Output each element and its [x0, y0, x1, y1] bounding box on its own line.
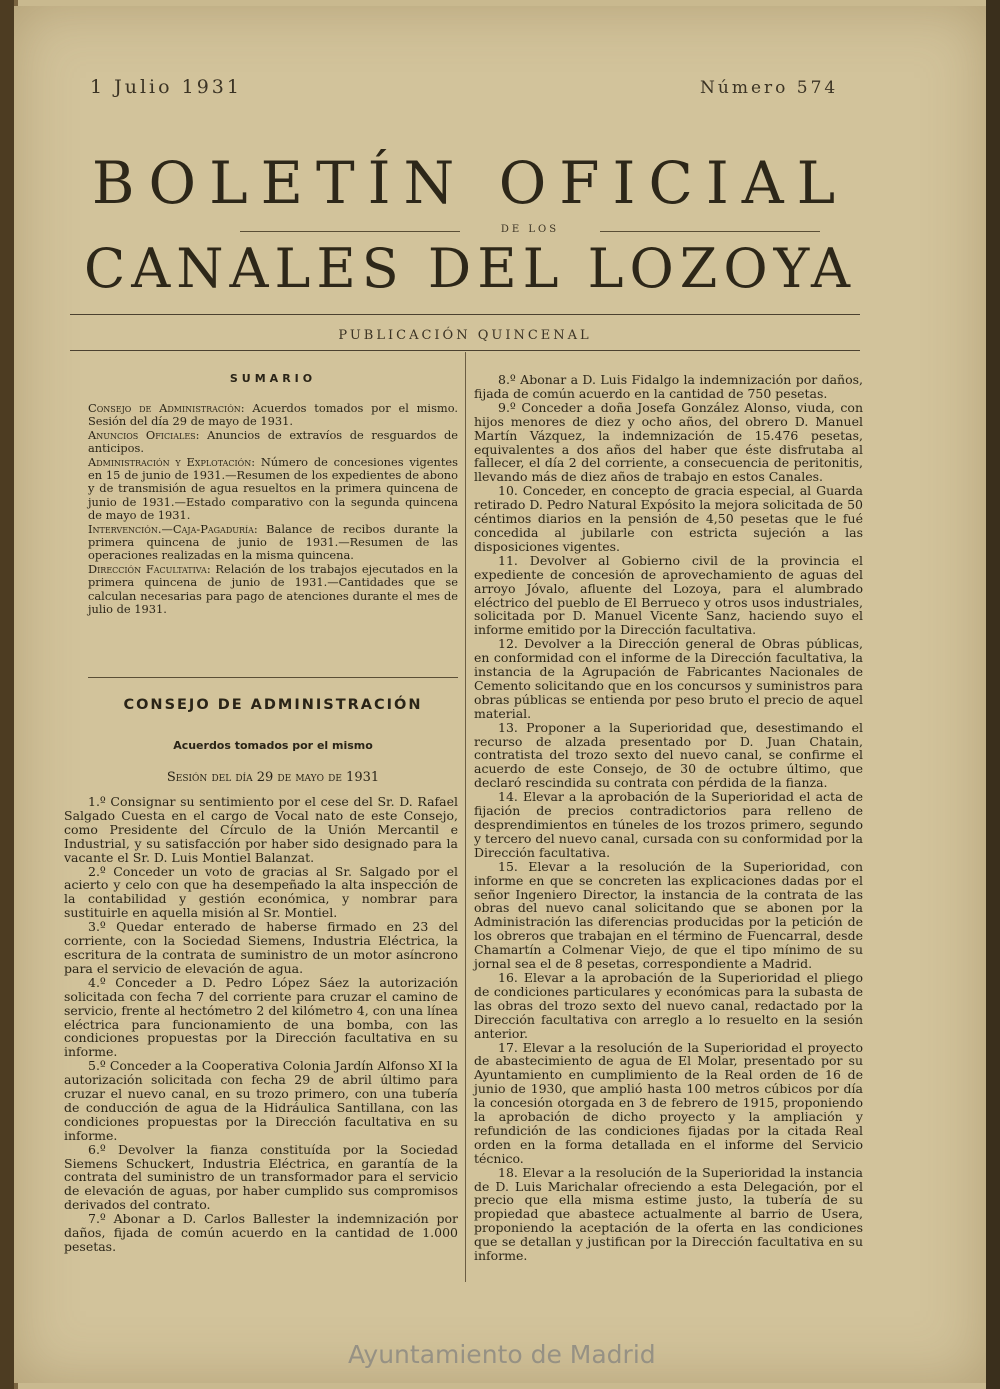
- de-los-label: DE LOS: [470, 224, 590, 235]
- sumario-item-head: Dirección Facultativa:: [88, 561, 211, 576]
- agreement-paragraph: 10. Conceder, en concepto de gracia especial, al Guarda retirado D. Pedro Natural Expósito la mejora solicitada de 50 céntimos diarios en la pensión de 4,50 pesetas que le fué concedida al jubilarle con estricta sujeción a las disposiciones vigentes.: [474, 483, 863, 554]
- agreement-paragraph: 9.º Conceder a doña Josefa González Alonso, viuda, con hijos menores de diez y ocho años, del obrero D. Manuel Martín Vázquez, la indemnización de 15.476 pesetas, equivalentes a dos años del haber que éste disfrutaba al fallecer, el día 2 del corriente, a consecuencia de peritonitis, llevando más de diez años de trabajo en estos Canales.: [474, 399, 863, 485]
- sumario-item-head: Consejo de Administración:: [88, 401, 245, 415]
- agreement-paragraph: 3.º Quedar enterado de haberse firmado en 23 del corriente, con la Sociedad Siemens, Industria Eléctrica, la escritura de la contrata de suministro de un motor asíncrono para el servicio de elevación de agua.: [64, 919, 458, 976]
- binding-edge: [0, 0, 14, 1389]
- section-subtitle: Acuerdos tomados por el mismo: [173, 739, 373, 752]
- agreement-paragraph: 1.º Consignar su sentimiento por el cese del Sr. D. Rafael Salgado Cuesta en el cargo de Vocal nato de este Consejo, como Presidente del Círculo de la Unión Mercantil e Industrial, y su satisfacción por haber sido designado para la vacante el Sr. D. Luis Montiel Balanzat.: [64, 794, 458, 865]
- watermark: Ayuntamiento de Madrid: [348, 1340, 656, 1369]
- connector-rule-left: [240, 231, 460, 232]
- sumario-item-text: Anuncios de extravíos de resguardos de anticipos.: [88, 427, 458, 456]
- sumario-item-text: Acuerdos tomados por el mismo. Sesión del día 29 de mayo de 1931.: [88, 401, 458, 429]
- connector-rule-right: [600, 231, 820, 232]
- agreement-paragraph: 5.º Conceder a la Cooperativa Colonia Jardín Alfonso XI la autorización solicitada con fecha 29 de abril último para cruzar el nuevo canal, en su trozo primero, con una tubería de conducción de agua de la Hidráulica Santillana, con las condiciones propuestas por la Dirección facultativa en su informe.: [64, 1058, 458, 1143]
- right-column-body: [474, 373, 863, 1263]
- agreement-paragraph: 18. Elevar a la resolución de la Superioridad la instancia de D. Luis Marichalar ofreciendo a esta Delegación, por el precio que ella misma estime justo, la tubería de su propiedad que abastece actualmente al barrio de Usera, proponiendo la aceptación de la oferta en las condiciones que se detallan y justifican por la Dirección facultativa en su informe.: [474, 1164, 863, 1264]
- publication-frequency: PUBLICACIÓN QUINCENAL: [338, 328, 592, 343]
- sumario-item-text: Número de concesiones vigentes en 15 de junio de 1931.—Resumen de los expedientes de abono y de transmisión de agua resueltos en la primera quincena de junio de 1931.—Estado comparativo con la segunda quincena de mayo de 1931.: [88, 454, 458, 523]
- agreement-paragraph: 12. Devolver a la Dirección general de Obras públicas, en conformidad con el informe de la Dirección facultativa, la instancia de la Agrupación de Fabricantes Nacionales de Cemento solicitando que en los concursos y suministros para obras públicas se entienda por peso bruto el precio de aquel material.: [474, 636, 863, 721]
- section-title-consejo: CONSEJO DE ADMINISTRACIÓN: [123, 697, 423, 713]
- sumario-item: [88, 456, 458, 523]
- agreement-paragraph: 17. Elevar a la resolución de la Superioridad el proyecto de abastecimiento de agua de El Molar, presentado por su Ayuntamiento en cumplimiento de la Real orden de 16 de junio de 1930, que amplió hasta 100 metros cúbicos por día la concesión otorgada en 3 de febrero de 1915, proponiendo la aprobación de dicho proyecto y la ampliación y refundición de las condiciones fijadas por la citada Real orden en la forma detallada en el informe del Servicio técnico.: [474, 1039, 863, 1166]
- issue-date: 1 Julio 1931: [90, 76, 242, 98]
- sumario-title: SUMARIO: [229, 372, 317, 385]
- agreement-paragraph: 6.º Devolver la fianza constituída por la Sociedad Siemens Schuckert, Industria Eléctrica, en garantía de la contrata del suministro de un transformador para el servicio de elevación de aguas, por haber cumplido sus compromisos derivados del contrato.: [64, 1141, 458, 1213]
- sumario-item-text: Balance de recibos durante la primera quincena de junio de 1931.—Resumen de las operaciones realizadas en la misma quincena.: [88, 521, 458, 563]
- sumario-item-text: Relación de los trabajos ejecutados en la primera quincena de junio de 1931.—Cantidades que se calculan necesarias para pago de atenciones durante el mes de julio de 1931.: [88, 561, 458, 617]
- sumario-item: [88, 523, 458, 563]
- header-rule-bottom: [70, 350, 860, 351]
- left-column-body: [64, 795, 458, 1254]
- agreement-paragraph: 16. Elevar a la aprobación de la Superioridad el pliego de condiciones particulares y económicas para la subasta de las obras del trozo sexto del nuevo canal, redactado por la Dirección facultativa con arreglo a lo resuelto en la sesión anterior.: [474, 969, 863, 1041]
- agreement-paragraph: 4.º Conceder a D. Pedro López Sáez la autorización solicitada con fecha 7 del corriente para cruzar el camino de servicio, frente al hectómetro 2 del kilómetro 4, con una línea eléctrica para funcionamiento de una bomba, con las condiciones propuestas por la Dirección facultativa en su informe.: [64, 974, 458, 1060]
- agreement-paragraph: 2.º Conceder un voto de gracias al Sr. Salgado por el acierto y celo con que ha desempeñado la alta inspección de la contabilidad y gestión económica, y nombrar para sustituirle en aquella misión al Sr. Montiel.: [64, 863, 458, 921]
- sumario-list: [88, 402, 458, 617]
- session-heading: Sesión del día 29 de mayo de 1931: [166, 770, 380, 785]
- header-rule-top: [70, 314, 860, 315]
- sumario-item: [88, 563, 458, 617]
- agreement-paragraph: 14. Elevar a la aprobación de la Superioridad el acta de fijación de precios contradictorios para relleno de desprendimientos en túneles de los trozos primero, segundo y tercero del nuevo canal, cursada con su conformidad por la Dirección facultativa.: [474, 789, 863, 860]
- section-separator: [88, 677, 458, 678]
- sumario-item: [88, 429, 458, 456]
- agreement-paragraph: 11. Devolver al Gobierno civil de la provincia el expediente de concesión de aprovechamiento de aguas del arroyo Jóvalo, afluente del Lozoya, para el alumbrado eléctrico del pueblo de El Berrueco y otros usos industriales, solicitada por D. Manuel Vicente Sanz, haciendo suyo el informe emitido por la Dirección facultativa.: [474, 552, 863, 638]
- sumario-item-head: Intervención.—Caja-Pagaduría:: [88, 521, 258, 536]
- agreement-paragraph: 8.º Abonar a D. Luis Fidalgo la indemnización por daños, fijada de común acuerdo en la cantidad de 750 pesetas.: [474, 372, 863, 401]
- sumario-item-head: Anuncios Oficiales:: [88, 427, 200, 442]
- masthead-title-line1: BOLETÍN OFICIAL: [91, 149, 849, 217]
- sumario-item: [88, 402, 458, 429]
- masthead-title-line2: CANALES DEL LOZOYA: [83, 237, 857, 300]
- agreement-paragraph: 13. Proponer a la Superioridad que, desestimando el recurso de alzada presentado por D. Juan Chatain, contratista del trozo sexto del nuevo canal, se confirme el acuerdo de este Consejo, de 30 de octubre último, que declaró rescindida su contrata con pérdida de la fianza.: [474, 719, 863, 791]
- issue-number: Número 574: [700, 78, 839, 98]
- scan-right-edge: [986, 0, 1000, 1389]
- sumario-item-head: Administración y Explotación:: [88, 454, 256, 469]
- agreement-paragraph: 7.º Abonar a D. Carlos Ballester la indemnización por daños, fijada de común acuerdo en la cantidad de 1.000 pesetas.: [64, 1211, 458, 1254]
- column-divider: [465, 352, 466, 1282]
- agreement-paragraph: 15. Elevar a la resolución de la Superioridad, con informe en que se concreten las explicaciones dadas por el señor Ingeniero Director, la instancia de la contrata de las obras del nuevo canal solicitando que se abonen por la Administración las diferencias producidas por la petición de los obreros que trabajan en el término de Fuencarral, desde Chamartín a Colmenar Viejo, de que el tipo mínimo de su jornal sea el de 8 pesetas, correspondiente a Madrid.: [474, 858, 863, 972]
- masthead-connector: [70, 224, 860, 238]
